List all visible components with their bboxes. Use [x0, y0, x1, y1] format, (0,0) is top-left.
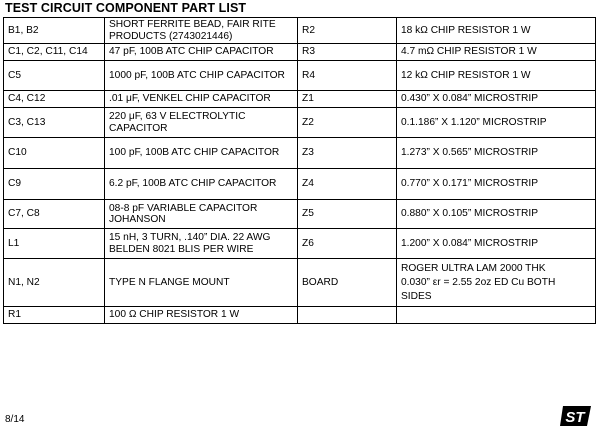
- table-row: [4, 200, 596, 229]
- component-ref: C9: [4, 169, 105, 200]
- component-ref: C7, C8: [4, 200, 105, 229]
- component-ref: [298, 307, 397, 324]
- component-ref: R3: [298, 44, 397, 61]
- component-description: 1.200” X 0.084” MICROSTRIP: [397, 229, 596, 259]
- component-ref: R1: [4, 307, 105, 324]
- component-description: 0.430” X 0.084” MICROSTRIP: [397, 91, 596, 108]
- component-description: 100 pF, 100B ATC CHIP CAPACITOR: [105, 138, 298, 169]
- component-description: 47 pF, 100B ATC CHIP CAPACITOR: [105, 44, 298, 61]
- component-ref: Z3: [298, 138, 397, 169]
- component-description: 08-8 pF VARIABLE CAPACITOR JOHANSON: [105, 200, 298, 229]
- page-title: TEST CIRCUIT COMPONENT PART LIST: [5, 1, 247, 15]
- table-row: [4, 61, 596, 91]
- table-row: [4, 169, 596, 200]
- component-ref: R4: [298, 61, 397, 91]
- table-row: [4, 259, 596, 307]
- svg-text:ST: ST: [565, 409, 585, 426]
- component-description: .01 μF, VENKEL CHIP CAPACITOR: [105, 91, 298, 108]
- component-description: 100 Ω CHIP RESISTOR 1 W: [105, 307, 298, 324]
- st-logo: [560, 405, 592, 427]
- component-ref: Z6: [298, 229, 397, 259]
- component-ref: C10: [4, 138, 105, 169]
- parts-table: [3, 17, 596, 324]
- component-description: 18 kΩ CHIP RESISTOR 1 W: [397, 18, 596, 44]
- component-description: 15 nH, 3 TURN, .140” DIA. 22 AWG BELDEN 8021 BLIS PER WIRE: [105, 229, 298, 259]
- component-ref: Z1: [298, 91, 397, 108]
- component-description: 4.7 mΩ CHIP RESISTOR 1 W: [397, 44, 596, 61]
- table-row: [4, 44, 596, 61]
- component-ref: C5: [4, 61, 105, 91]
- table-row: [4, 138, 596, 169]
- table-row: [4, 307, 596, 324]
- component-description: 12 kΩ CHIP RESISTOR 1 W: [397, 61, 596, 91]
- component-description: 0.880” X 0.105” MICROSTRIP: [397, 200, 596, 229]
- component-ref: B1, B2: [4, 18, 105, 44]
- component-ref: C1, C2, C11, C14: [4, 44, 105, 61]
- component-description: SHORT FERRITE BEAD, FAIR RITE PRODUCTS (2743021446): [105, 18, 298, 44]
- component-description: [397, 259, 596, 307]
- component-ref: BOARD: [298, 259, 397, 307]
- table-row: [4, 18, 596, 44]
- component-ref: C4, C12: [4, 91, 105, 108]
- component-description: [397, 307, 596, 324]
- table-row: [4, 91, 596, 108]
- component-description: TYPE N FLANGE MOUNT: [105, 259, 298, 307]
- component-ref: L1: [4, 229, 105, 259]
- component-description: 0.770” X 0.171” MICROSTRIP: [397, 169, 596, 200]
- board-line: SIDES: [401, 290, 432, 302]
- page-number: 8/14: [5, 414, 25, 425]
- component-ref: Z5: [298, 200, 397, 229]
- board-line: ROGER ULTRA LAM 2000 THK: [401, 262, 546, 274]
- component-ref: Z4: [298, 169, 397, 200]
- board-line: 0.030” εr = 2.55 2oz ED Cu BOTH: [401, 276, 556, 288]
- component-ref: C3, C13: [4, 108, 105, 138]
- table-row: [4, 108, 596, 138]
- component-description: 6.2 pF, 100B ATC CHIP CAPACITOR: [105, 169, 298, 200]
- component-ref: N1, N2: [4, 259, 105, 307]
- component-description: 0.1.186” X 1.120” MICROSTRIP: [397, 108, 596, 138]
- component-ref: R2: [298, 18, 397, 44]
- component-description: 1.273” X 0.565” MICROSTRIP: [397, 138, 596, 169]
- component-ref: Z2: [298, 108, 397, 138]
- component-description: 1000 pF, 100B ATC CHIP CAPACITOR: [105, 61, 298, 91]
- table-row: [4, 229, 596, 259]
- component-description: 220 μF, 63 V ELECTROLYTIC CAPACITOR: [105, 108, 298, 138]
